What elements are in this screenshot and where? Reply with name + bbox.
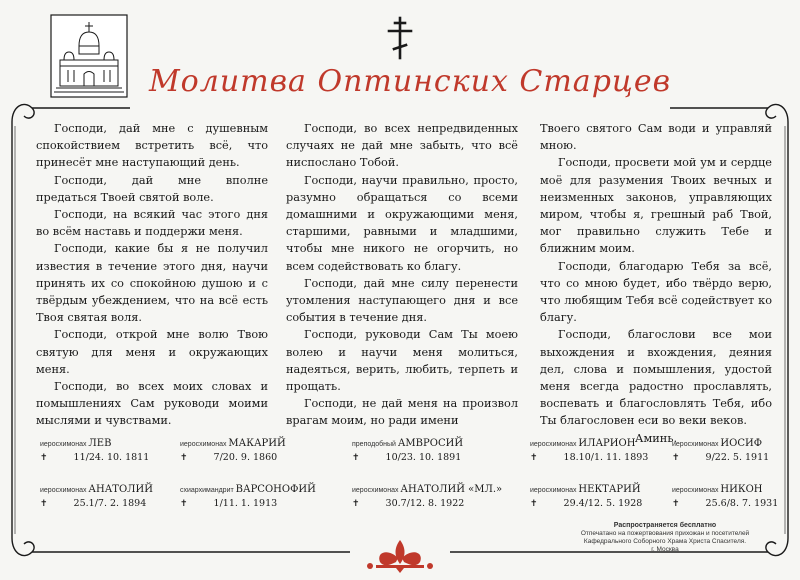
elder-entry	[530, 438, 690, 463]
prayer-paragraph: Господи, руководи Сам Ты моею волею и научи меня молиться, надеяться, верить, любить, терпеть и прощать.	[286, 328, 518, 394]
elder-entry	[180, 438, 340, 463]
elder-dates: 25.1/7. 2. 1894	[73, 498, 147, 509]
prayer-paragraph: Господи, какие бы я не получил известия в течение этого дня, научи принять их со спокойною душою и с твёрдым убеждением, что на всё есть Твоя святая воля.	[36, 242, 268, 325]
elder-entry	[352, 438, 512, 463]
cross-icon: ✝	[530, 499, 538, 509]
elder-entry	[672, 484, 780, 509]
print-note-line: Отпечатано на пожертвования прихожан и посетителей	[580, 530, 750, 537]
prayer-paragraph: Господи, во всех моих словах и помышлениях Сам руководи моими мыслями и чувствами.	[36, 380, 268, 428]
prayer-paragraph: Господи, благослови все мои выхождения и вхождения, деяния дел, слова и помышления, удостой меня всегда радостно прославлять, воспевать и благословлять Тебя, ибо Ты благословен еси во веки веков.	[540, 328, 772, 428]
orthodox-cross-icon	[386, 16, 414, 60]
elder-name: АНАТОЛИЙ «МЛ.»	[400, 484, 503, 495]
amen: Аминь.	[634, 431, 678, 445]
elder-entry	[180, 484, 340, 509]
elder-entry	[530, 484, 690, 509]
cross-icon: ✝	[352, 499, 360, 509]
prayer-paragraph: Твоего святого Сам води и управляй мною.	[540, 122, 772, 153]
cross-icon: ✝	[40, 453, 48, 463]
elder-dates: 29.4/12. 5. 1928	[563, 498, 643, 509]
cross-icon: ✝	[180, 499, 188, 509]
prayer-paragraph: Господи, дай мне вполне предаться Твоей святой воле.	[36, 173, 268, 204]
elder-dates: 18.10/1. 11. 1893	[563, 452, 649, 463]
elder-rank: иеросхимонах	[672, 441, 719, 448]
cross-icon: ✝	[352, 453, 360, 463]
cathedral-icon	[50, 14, 128, 98]
prayer-column-2	[286, 120, 518, 430]
elder-dates: 1/11. 1. 1913	[213, 498, 278, 509]
prayer-paragraph: Господи, дай мне силу перенести утомления наступающего дня и все события в течение дня.	[286, 276, 518, 325]
elder-name: АНАТОЛИЙ	[88, 484, 153, 495]
prayer-paragraph: Господи, просвети мой ум и сердце моё для разумения Твоих вечных и неизменных законов, управляющих миром, чтобы я, грешный раб Твой, мог правильно служить Тебе и ближним моим.	[540, 156, 772, 256]
prayer-title: Молитва Оптинских Старцев	[148, 64, 672, 99]
print-note-line: Кафедрального Соборного Храма Христа Спасителя.	[583, 538, 747, 545]
prayer-paragraph: Господи, дай мне с душевным спокойствием встретить всё, что принесёт мне наступающий день.	[36, 122, 268, 170]
elder-name: НИКОН	[720, 484, 763, 495]
elder-dates: 10/23. 10. 1891	[385, 452, 462, 463]
elder-entry	[672, 438, 780, 463]
prayer-column-1	[36, 120, 268, 430]
cross-icon: ✝	[40, 499, 48, 509]
elder-rank: иеросхимонах	[180, 441, 227, 448]
print-note-line: г. Москва	[651, 546, 679, 553]
elder-entry	[40, 438, 200, 463]
elder-name: ИЛАРИОН	[578, 438, 636, 449]
elder-name: НЕКТАРИЙ	[578, 484, 641, 495]
elder-rank: схиархимандрит	[180, 487, 234, 494]
elder-dates: 11/24. 10. 1811	[73, 452, 150, 463]
elder-rank: иеросхимонах	[40, 441, 87, 448]
prayer-paragraph: Господи, открой мне волю Твою святую для меня и окружающих меня.	[36, 328, 268, 376]
elder-rank: иеросхимонах	[530, 441, 577, 448]
elder-name: ВАРСОНОФИЙ	[235, 484, 316, 495]
elders-list	[40, 438, 780, 518]
prayer-paragraph: Господи, во всех непредвиденных случаях не дай мне забыть, что всё ниспослано Тобой.	[286, 122, 518, 170]
fleur-ornament-icon	[362, 538, 438, 574]
free-distribution-note: Распространяется бесплатно	[613, 522, 717, 529]
elder-rank: иеросхимонах	[672, 487, 719, 494]
cross-icon: ✝	[672, 453, 680, 463]
elder-rank: иеросхимонах	[40, 487, 87, 494]
elder-rank: иеросхимонах	[352, 487, 399, 494]
elder-dates: 7/20. 9. 1860	[213, 452, 278, 463]
prayer-paragraph: Господи, благодарю Тебя за всё, что со мною будет, ибо твёрдо верю, что любящим Тебя всё содействует ко благу.	[540, 259, 772, 325]
prayer-paragraph: Господи, не дай меня на произвол врагам моим, но ради имени	[286, 397, 518, 428]
elder-dates: 30.7/12. 8. 1922	[385, 498, 465, 509]
elder-name: ЛЕВ	[88, 438, 112, 449]
elder-name: МАКАРИЙ	[228, 438, 286, 449]
prayer-paragraph: Господи, на всякий час этого дня во всём наставь и поддержи меня.	[36, 208, 268, 239]
elder-entry	[352, 484, 512, 509]
cross-icon: ✝	[530, 453, 538, 463]
prayer-paragraph: Господи, научи правильно, просто, разумно обращаться со всеми домашними и окружающими меня, старшими, равными и младшими, чтобы мне никого не огорчить, но всем содействовать ко благу.	[286, 173, 518, 273]
elder-dates: 9/22. 5. 1911	[705, 452, 770, 463]
elder-rank: преподобный	[352, 441, 396, 448]
elder-name: АМВРОСИЙ	[397, 438, 464, 449]
cross-icon: ✝	[180, 453, 188, 463]
elder-dates: 25.6/8. 7. 1931	[705, 498, 779, 509]
cross-icon: ✝	[672, 499, 680, 509]
print-note	[550, 522, 780, 554]
prayer-column-3	[540, 120, 772, 447]
elder-name: ИОСИФ	[720, 438, 763, 449]
elder-entry	[40, 484, 200, 509]
elder-rank: иеросхимонах	[530, 487, 577, 494]
